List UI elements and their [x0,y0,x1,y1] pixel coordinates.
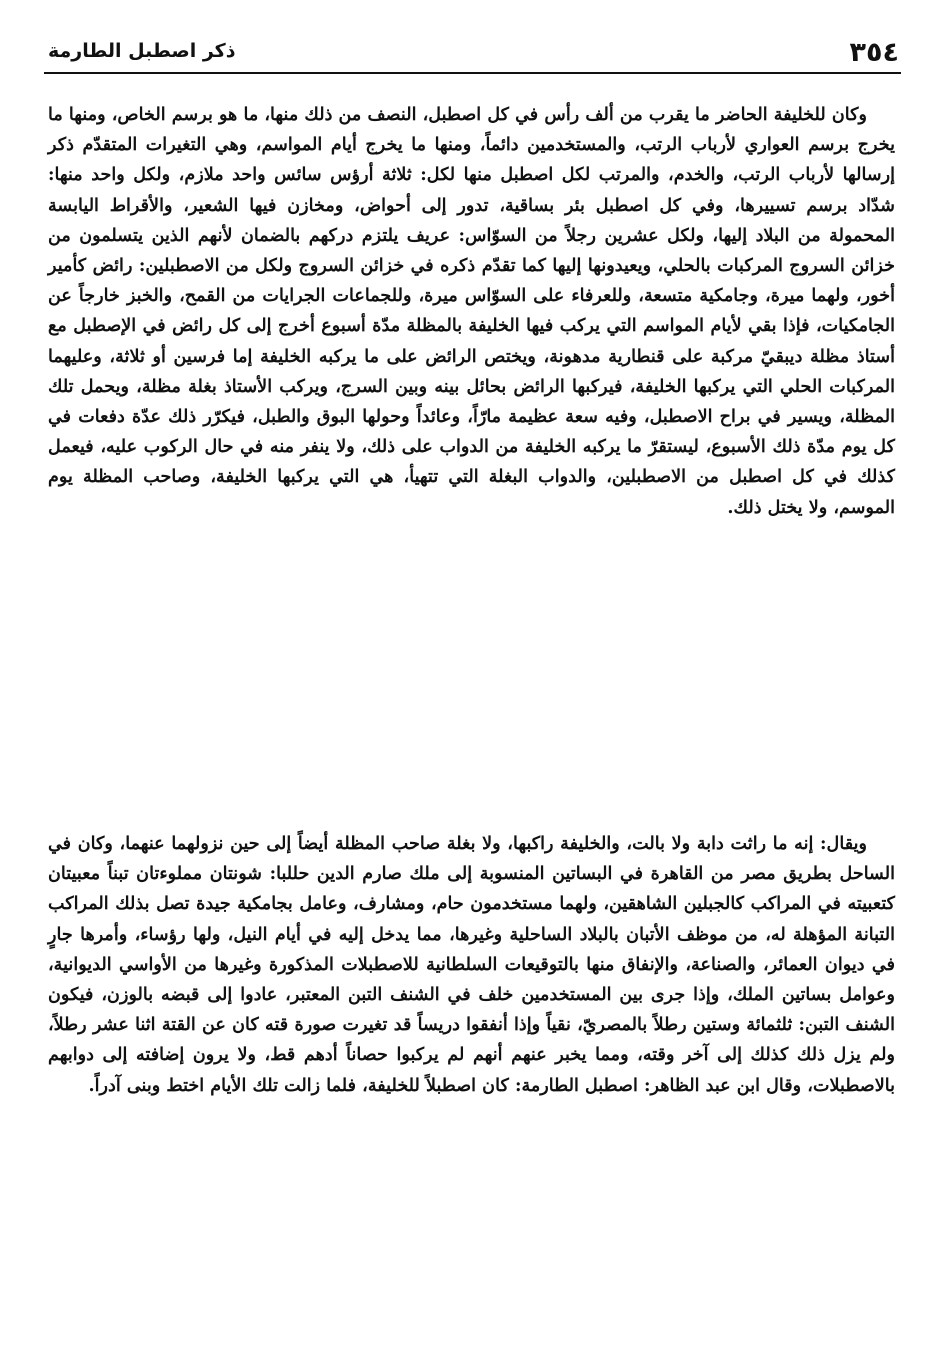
body-paragraph-2: ويقال: إنه ما راثت دابة ولا بالت، والخليفة راكبها، ولا بغلة صاحب المظلة أيضاً إلى حين نزولهما عنهما، وكان في الساحل بطريق مصر من القاهرة في البساتين المنسوبة إلى ملك صارم الدين حللبا: شونتان مملوءتان تبناً معبيتان كتعبيته في المراكب كالجبلين الشاهقين، ولهما مستخدمون حام، ومشارف، وعامل بجامكية جيدة تصل بذلك المراكب التبانة المؤهلة له، من موظف الأتبان بالبلاد الساحلية وغيرها، مما يدخل إليه في أيام النيل، ولها رؤساء، وأمرها جارٍ في ديوان العمائر، والصناعة، والإنفاق منها بالتوقيعات السلطانية للاصطبلات المذكورة وغيرها من الأواسي الديوانية، وعوامل بساتين الملك، وإذا جرى بين المستخدمين خلف في الشنف التبن المعتبر، عادوا إلى قبضه بالوزن، فيكون الشنف التبن: ثلثمائة وستين رطلاً بالمصريّ، نقياً وإذا أنفقوا دريساً قد تغيرت صورة قته كان عن القتة اثنا عشر رطلاً، ولم يزل ذلك كذلك إلى آخر وقته، ومما يخبر عنهم أنهم لم يركبوا حصاناً أدهم قط، ولا يرون إضافته إلى دوابهم بالاصطبلات، وقال ابن عبد الظاهر: اصطبل الطارمة: كان اصطبلاً للخليفة، فلما زالت تلك الأيام اختط وبنى آدراً. [48,833,895,1096]
header-rule [44,72,901,74]
running-title: ذكر اصطبل الطارمة [48,40,236,62]
page-number: ٣٥٤ [849,37,899,68]
page-header [48,26,899,70]
body-paragraph-1: وكان للخليفة الحاضر ما يقرب من ألف رأس في كل اصطبل، النصف من ذلك منها، ما هو برسم الخاص، ومنها ما يخرج برسم العواري لأرباب الرتب، والمستخدمين دائماً، ومنها ما يخرج أيام المواسم، وهي التغيرات المتقدّم ذكر إرسالها لأرباب الرتب، والخدم، والمرتب لكل اصطبل منها لكل: ثلاثة أرؤس سائس واحد ملازم، ولكل واحد منها: شدّاد برسم تسييرها، وفي كل اصطبل بئر بساقية، تدور إلى أحواض، ومخازن فيها الشعير، والأقراط اليابسة المحمولة من البلاد إليها، ولكل عشرين رجلاً من السوّاس: عريف يلتزم دركهم بالضمان لأنهم الذين يتسلمون من خزائن السروج المركبات بالحلي، ويعيدونها إليها كما تقدّم ذكره في خزائن السروج ولكل من الاصطبلين: رائض كأمير أخور، ولهما ميرة، وجامكية متسعة، وللعرفاء على السوّاس ميرة، وللجماعات الجرايات من القمح، والخبز خارجاً عن الجامكيات، فإذا بقي لأيام المواسم التي يركب فيها الخليفة بالمظلة مدّة أسبوع أخرج إلى كل رائض في الإصطبل مع أستاذ مظلة ديبقيّ مركبة على قنطارية مدهونة، ويختص الرائض على ما يركبه الخليفة إما فرسين أو ثلاثة، وعليهما المركبات الحلي التي يركبها الخليفة، فيركبها الرائض بحائل بينه وبين السرج، ويركب الأستاذ بغلة مظلة، ويحمل تلك المظلة، ويسير في براح الاصطبل، وفيه سعة عظيمة مارّاً، وعائداً وحولها البوق والطبل، فيكرّر ذلك عدّة دفعات في كل يوم مدّة ذلك الأسبوع، ليستقرّ ما يركبه الخليفة من الدواب على ذلك، ولا ينفر منه في حال الركوب عليه، فيعمل كذلك في كل اصطبل من الاصطبلين، والدواب البغلة التي تتهيأ، هي التي يركبها الخليفة، وصاحب المظلة يوم الموسم، ولا يختل ذلك. [48,104,895,518]
